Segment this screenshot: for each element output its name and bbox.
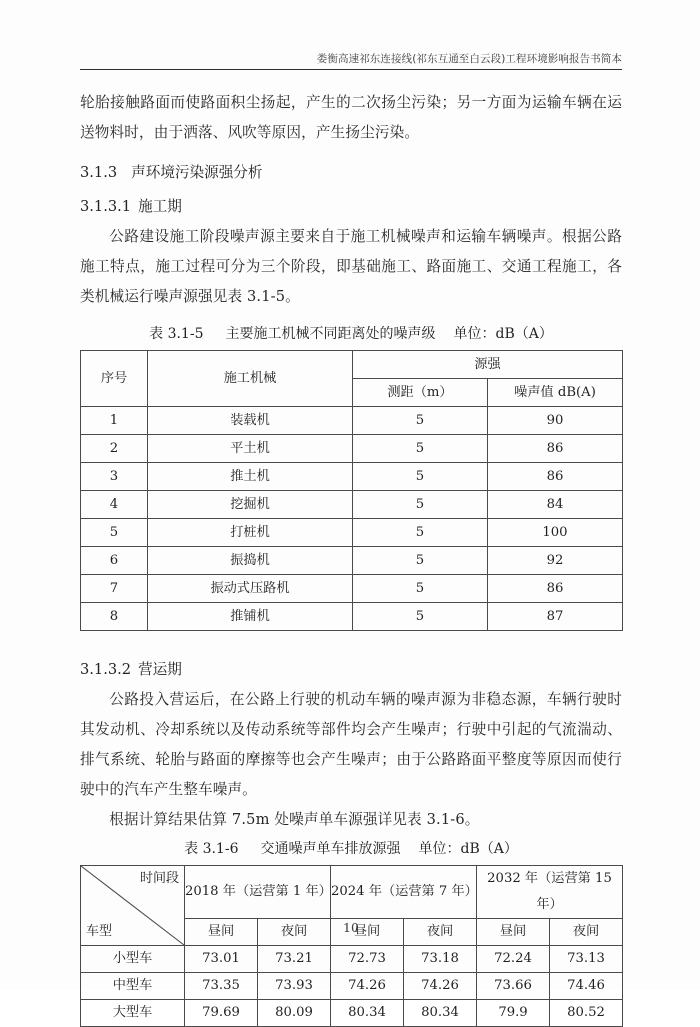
table-3-1-6-header-row-1 [81,866,623,919]
table-3-1-6-subcol-day: 昼间 [331,919,404,946]
running-header [80,52,622,70]
table-3-1-5 [80,350,623,631]
cell-noise-value: 73.93 [258,973,331,1000]
table-3-1-5-caption-label: 表 3.1-5 [149,326,204,342]
table-3-1-6 [80,865,623,1027]
table-row [81,575,623,603]
table-3-1-5-col-distance: 测距（m） [353,379,488,407]
table-3-1-6-caption-label: 表 3.1-6 [184,841,239,857]
document-body [80,88,622,1027]
cell-noise: 86 [488,575,623,603]
table-row [81,547,623,575]
cell-index: 5 [81,519,148,547]
cell-machine: 推铺机 [148,603,353,631]
cell-noise-value: 72.73 [331,946,404,973]
cell-machine: 挖掘机 [148,491,353,519]
cell-distance: 5 [353,547,488,575]
heading-3-1-3-2-number: 3.1.3.2 [80,661,132,678]
table-row [81,519,623,547]
table-row [81,1000,623,1027]
table-3-1-6-subcol-night: 夜间 [550,919,623,946]
cell-index: 2 [81,435,148,463]
cell-noise: 86 [488,435,623,463]
cell-noise-value: 73.21 [258,946,331,973]
cell-index: 4 [81,491,148,519]
cell-noise-value: 80.09 [258,1000,331,1027]
cell-noise: 86 [488,463,623,491]
table-3-1-5-header-row-1 [81,351,623,379]
table-3-1-6-caption [80,835,622,863]
cell-distance: 5 [353,575,488,603]
heading-3-1-3-1-number: 3.1.3.1 [80,198,132,215]
table-3-1-5-head [81,351,623,407]
cell-noise: 84 [488,491,623,519]
cell-machine: 推土机 [148,463,353,491]
cell-noise-value: 80.34 [404,1000,477,1027]
table-row [81,491,623,519]
table-3-1-5-group-source: 源强 [353,351,623,379]
paragraph-dust-pollution: 轮胎接触路面而使路面积尘扬起，产生的二次扬尘污染；另一方面为运输车辆在运送物料时，由于洒落、风吹等原因，产生扬尘污染。 [80,94,622,141]
table-3-1-5-col-noise: 噪声值 dB(A) [488,379,623,407]
table-row [81,973,623,1000]
table-3-1-5-col-machine: 施工机械 [148,351,353,407]
cell-noise-value: 73.18 [404,946,477,973]
table-3-1-6-period-2: 2024 年（运营第 7 年） [331,866,477,919]
header-divider-rule [80,69,622,70]
page-number: 10 [343,920,359,935]
cell-noise-value: 73.01 [185,946,258,973]
cell-machine: 装载机 [148,407,353,435]
cell-distance: 5 [353,463,488,491]
cell-noise-value: 73.13 [550,946,623,973]
table-3-1-6-period-1: 2018 年（运营第 1 年） [185,866,331,919]
corner-label-vehicle: 车型 [86,924,113,939]
cell-index: 7 [81,575,148,603]
table-row [81,946,623,973]
table-row [81,407,623,435]
cell-index: 1 [81,407,148,435]
running-header-text: 娄衡高速祁东连接线(祁东互通至白云段)工程环境影响报告书简本 [316,53,622,65]
cell-distance: 5 [353,435,488,463]
cell-machine: 振捣机 [148,547,353,575]
heading-3-1-3-1 [80,192,622,222]
table-row [81,463,623,491]
cell-machine: 平土机 [148,435,353,463]
cell-noise: 100 [488,519,623,547]
cell-vehicle-type: 小型车 [81,946,185,973]
cell-index: 8 [81,603,148,631]
cell-machine: 打桩机 [148,519,353,547]
heading-3-1-3 [80,158,622,188]
table-3-1-6-subcol-day: 昼间 [185,919,258,946]
table-3-1-5-col-index: 序号 [81,351,148,407]
table-3-1-6-subcol-day: 昼间 [477,919,550,946]
table-3-1-6-subcol-night: 夜间 [258,919,331,946]
table-3-1-6-period-3: 2032 年（运营第 15 年） [477,866,623,919]
corner-label-period: 时间段 [139,871,179,886]
cell-noise-value: 74.46 [550,973,623,1000]
heading-3-1-3-2-title: 营运期 [138,661,182,678]
cell-vehicle-type: 中型车 [81,973,185,1000]
cell-distance: 5 [353,603,488,631]
cell-noise-value: 80.52 [550,1000,623,1027]
table-3-1-5-body [81,407,623,631]
cell-noise-value: 73.66 [477,973,550,1000]
cell-noise-value: 73.35 [185,973,258,1000]
cell-noise-value: 74.26 [404,973,477,1000]
page-content-column [80,0,622,1020]
cell-noise-value: 79.9 [477,1000,550,1027]
cell-index: 3 [81,463,148,491]
cell-distance: 5 [353,519,488,547]
cell-noise-value: 79.69 [185,1000,258,1027]
cell-noise: 90 [488,407,623,435]
table-3-1-5-caption-unit: 单位：dB（A） [453,326,553,342]
heading-3-1-3-title: 声环境污染源强分析 [131,164,263,181]
heading-3-1-3-2 [80,655,622,685]
cell-distance: 5 [353,407,488,435]
heading-3-1-3-1-title: 施工期 [138,198,182,215]
cell-vehicle-type: 大型车 [81,1000,185,1027]
cell-noise: 92 [488,547,623,575]
cell-index: 6 [81,547,148,575]
table-3-1-6-caption-unit: 单位：dB（A） [418,841,518,857]
cell-noise: 87 [488,603,623,631]
paragraph-construction-noise: 公路建设施工阶段噪声源主要来自于施工机械噪声和运输车辆噪声。根据公路施工特点，施工过程可分为三个阶段，即基础施工、路面施工、交通工程施工，各类机械运行噪声源强见表 3.1-5。 [80,228,622,305]
table-row [81,603,623,631]
table-3-1-6-body [81,946,623,1027]
heading-3-1-3-number: 3.1.3 [80,164,118,181]
cell-noise-value: 80.34 [331,1000,404,1027]
paragraph-operation-noise: 公路投入营运后，在公路上行驶的机动车辆的噪声源为非稳态源，车辆行驶时其发动机、冷却系统以及传动系统等部件均会产生噪声；行驶中引起的气流湍动、排气系统、轮胎与路面的摩擦等也会产生噪声；由于公路路面平整度等原因而使行驶中的汽车产生整车噪声。 [80,691,622,798]
table-3-1-6-caption-title: 交通噪声单车排放源强 [260,841,401,857]
cell-distance: 5 [353,491,488,519]
table-3-1-5-caption-title: 主要施工机械不同距离处的噪声级 [225,326,436,342]
cell-noise-value: 72.24 [477,946,550,973]
cell-machine: 振动式压路机 [148,575,353,603]
table-3-1-5-caption [80,320,622,348]
table-row [81,435,623,463]
table-3-1-6-subcol-night: 夜间 [404,919,477,946]
paragraph-estimate: 根据计算结果估算 7.5m 处噪声单车源强详见表 3.1-6。 [109,811,480,828]
cell-noise-value: 74.26 [331,973,404,1000]
